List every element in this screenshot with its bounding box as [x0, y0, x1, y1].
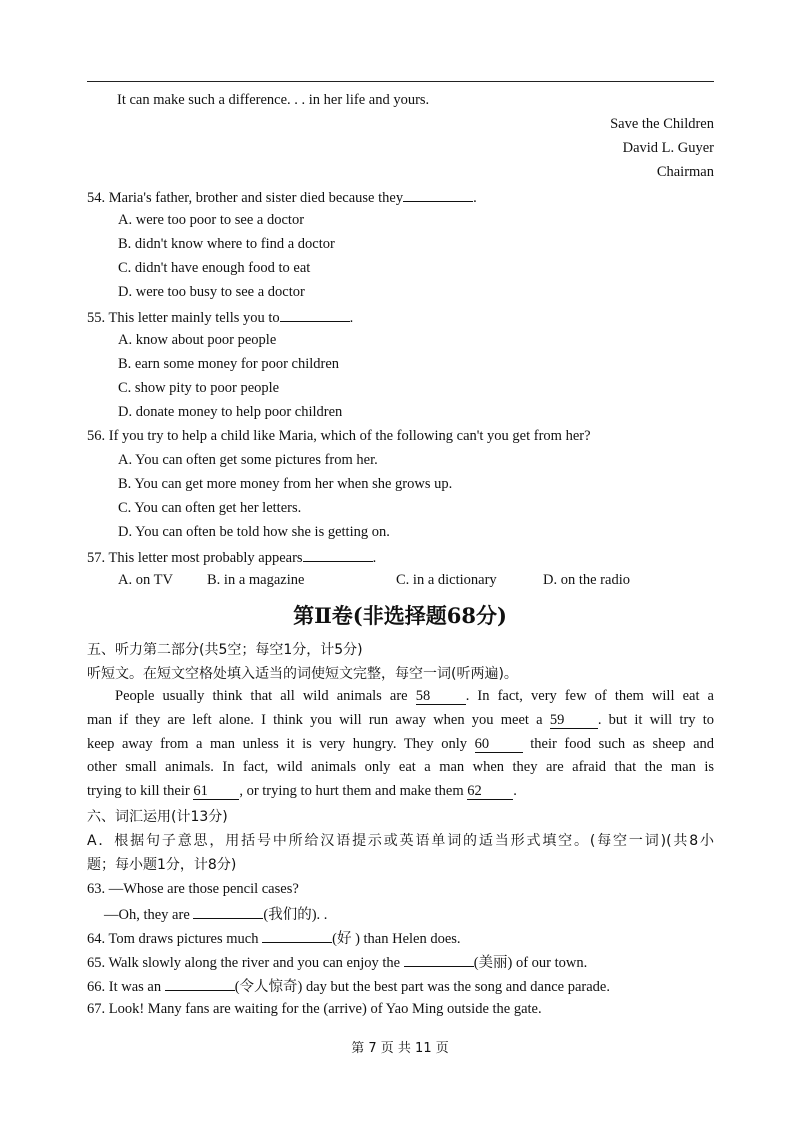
blank-59: 59: [550, 712, 598, 729]
option-55-d: D. donate money to help poor children: [118, 404, 343, 420]
question-66: 66. It was an (令人惊奇) day but the best part was the song and dance parade.: [87, 976, 610, 996]
question-64: 64. Tom draws pictures much (好 ) than Helen does.: [87, 928, 461, 948]
part-two-title: 第Ⅱ卷(非选择题68分): [293, 603, 507, 628]
option-57-b: B. in a magazine: [207, 572, 305, 588]
question-end: .: [349, 310, 354, 326]
answer-blank: [303, 547, 373, 562]
option-55-b: B. earn some money for poor children: [118, 356, 340, 372]
passage-line: People usually think that all wild animals are 58 . In fact, very few of them will eat a: [115, 688, 714, 704]
option-56-b: B. You can get more money from her when she grows up.: [118, 476, 453, 492]
blank-62: 62: [467, 783, 513, 800]
section-5-heading: 五、听力第二部分(共5空；每空1分，计5分): [87, 642, 363, 658]
question-57: [87, 547, 376, 567]
option-55-c: C. show pity to poor people: [118, 380, 280, 396]
signature-title: Chairman: [656, 164, 714, 180]
passage-line: other small animals. In fact, wild animals only eat a man when they are afraid that the man is: [87, 759, 714, 776]
question-63-answer-line: —Oh, they are (我们的). .: [104, 904, 327, 924]
question-65: 65. Walk slowly along the river and you can enjoy the (美丽) of our town.: [87, 952, 587, 972]
section-a-instruction-2: 题；每小题1分，计8分): [87, 857, 237, 873]
passage-line: trying to kill their 61 , or trying to hurt them and make them 62 .: [87, 783, 517, 800]
option-56-d: D. You can often be told how she is getting on.: [118, 524, 390, 540]
option-54-d: D. were too busy to see a doctor: [118, 284, 305, 300]
answer-blank: [280, 307, 350, 322]
question-67: 67. Look! Many fans are waiting for the (arrive) of Yao Ming outside the gate.: [87, 1001, 542, 1017]
option-54-c: C. didn't have enough food to eat: [118, 260, 311, 276]
blank-60: 60: [475, 736, 523, 753]
letter-closing-line: It can make such a difference. . . in her life and yours.: [117, 92, 430, 108]
answer-blank: [165, 976, 235, 991]
answer-blank: [262, 928, 332, 943]
answer-blank: [193, 904, 263, 919]
question-end: .: [473, 190, 477, 206]
option-55-a: A. know about poor people: [118, 332, 277, 348]
page-footer: 第 7 页 共 11 页: [351, 1041, 449, 1056]
option-56-a: A. You can often get some pictures from her.: [118, 452, 378, 468]
question-63: 63. —Whose are those pencil cases?: [87, 881, 299, 897]
blank-61: 61: [193, 783, 239, 800]
option-57-a: A. on TV: [118, 572, 173, 588]
section-5-instruction: 听短文。在短文空格处填入适当的词使短文完整，每空一词(听两遍)。: [87, 666, 518, 682]
option-57-c: C. in a dictionary: [396, 572, 497, 588]
section-a-instruction-1: A．根据句子意思，用括号中所给汉语提示或英语单词的适当形式填空。(每空一词)(共8小: [87, 833, 714, 849]
option-54-a: A. were too poor to see a doctor: [118, 212, 305, 228]
signature-name: David L. Guyer: [622, 140, 714, 156]
question-stem: 57. This letter most probably appears: [87, 550, 303, 566]
answer-blank: [403, 187, 473, 202]
passage-line: keep away from a man unless it is very hungry. They only 60 their food such as sheep and: [87, 735, 715, 752]
option-54-b: B. didn't know where to find a doctor: [118, 236, 335, 252]
question-stem: 55. This letter mainly tells you to: [87, 310, 280, 326]
listening-passage: [87, 685, 714, 804]
option-57-d: D. on the radio: [543, 572, 630, 588]
blank-58: 58: [416, 688, 466, 705]
signature-org: Save the Children: [610, 116, 714, 132]
section-6-heading: 六、词汇运用(计13分): [87, 809, 228, 825]
question-55: [87, 307, 353, 327]
answer-blank: [404, 952, 474, 967]
option-56-c: C. You can often get her letters.: [118, 500, 302, 516]
question-stem: 56. If you try to help a child like Maria, which of the following can't you get from her?: [87, 428, 591, 444]
top-rule: [87, 81, 714, 82]
question-end: .: [372, 550, 377, 566]
question-54: [87, 187, 477, 207]
question-stem: 54. Maria's father, brother and sister died because they: [87, 190, 404, 206]
question-56: [87, 427, 591, 445]
passage-line: man if they are left alone. I think you will run away when you meet a 59 . but it will try to: [87, 711, 715, 728]
